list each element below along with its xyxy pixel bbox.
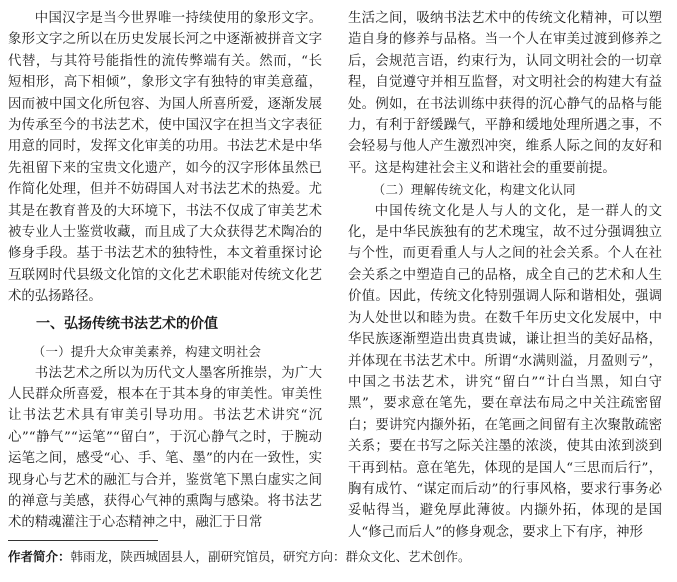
culture-paragraph: 中国传统文化是人与人的文化，是一群人的文化，是中华民族独有的艺术瑰宝，故不过分强调独立与个性，而更看重人与人之间的社会关系。个人在社会关系之中塑造自己的品格，成全自己的艺术和人生价值。因此，传统文化特别强调人际和谐相处，强调为人处世以和睦为贵。在数千年历史文化发展中，中华民族逐渐塑造出贵真贵诚，谦让担当的美好品格，并体现在书法艺术中。所谓“水满则溢，月盈则亏”，中国之书法艺术，讲究“留白”“计白当黑，知白守黑”，要求意在笔先，要在章法布局之中关注疏密留白；要讲究内撷外拓，在笔画之间留有主次聚散疏密关系；要在书写之际关注墨的浓淡，使其由浓到淡到干再到枯。意在笔先，体现的是国人“三思而后行”，胸有成竹、“谋定而后动”的行事风格，要求行事务必妥帖得当，避免厚此薄彼。内撷外拓，体现的是国人“修己而后人”的修身观念，要求上下有序，神形 [348,203,662,540]
subsection-1-heading: （一）提升大众审美素养，构建文明社会 [32,344,262,360]
author-footnote [8,548,668,566]
aesthetic-paragraph-continued: 生活之间，吸纳书法艺术中的传统文化精神，可以塑造自身的修养与品格。当一个人在审美过渡到修养之后，会规范言语，约束行为，认同文明社会的一切章程，自觉遵守并相互监督，对文明社会的构建大有益处。例如，在书法训练中获得的沉心静气的品格与能力，有利于舒缓躁气，平静和缓地处理所遇之事，不会轻易与他人产生激烈冲突，维系人际之间的友好和平。这是构建社会主义和谐社会的重要前提。 [348,11,662,176]
subsection-2-heading: （二）理解传统文化，构建文化认同 [372,182,576,198]
right-column [348,8,662,543]
footnote-label: 作者简介： [8,549,71,564]
intro-paragraph: 中国汉字是当今世界唯一持续使用的象形文字。象形文字之所以在历史发展长河之中逐渐被拼音文字代替，与其符号能指性的流传弊端有关。然而，“长短相形，高下相倾”，象形文字有独特的审美意蕴，因而被中国文化所包容、为国人所喜所爱，逐渐发展为传承至今的书法艺术，使中国汉字在担当文字表征用意的同时，发挥文化审美的功用。书法艺术是中华先祖留下来的宝贵文化遗产，如今的汉字形体虽然已作简化处理，但并不妨碍国人对书法艺术的热爱。尤其是在教育普及的大环境下，书法不仅成了审美艺术被专业人士鉴赏收藏，而且成了大众获得艺术陶冶的修身手段。基于书法艺术的独特性，本文着重探讨论互联网时代县级文化馆的文化艺术职能对传统文化艺术的弘扬路径。 [8,11,322,305]
section-1-heading: 一、弘扬传统书法艺术的价值 [36,315,218,332]
aesthetic-paragraph: 书法艺术之所以为历代文人墨客所推崇，为广大人民群众所喜爱，根本在于其本身的审美性。审美性让书法艺术具有审美引导功用。书法艺术讲究“沉心”“静气”“运笔”“留白”，于沉心静气之时，于腕动运笔之间，感受“心、手、笔、墨”的内在一致性，实现身心与艺术的融汇与合并，鉴赏笔下黑白虚实之间的禅意与美感，获得心气神的熏陶与感染。将书法艺术的精魂灌注于心态精神之中，融汇于日常 [8,365,322,531]
footnote-text: 韩雨龙，陕西城固县人，副研究馆员，研究方向：群众文化、艺术创作。 [70,549,471,564]
footnote-divider [8,540,158,541]
left-column [8,8,322,534]
